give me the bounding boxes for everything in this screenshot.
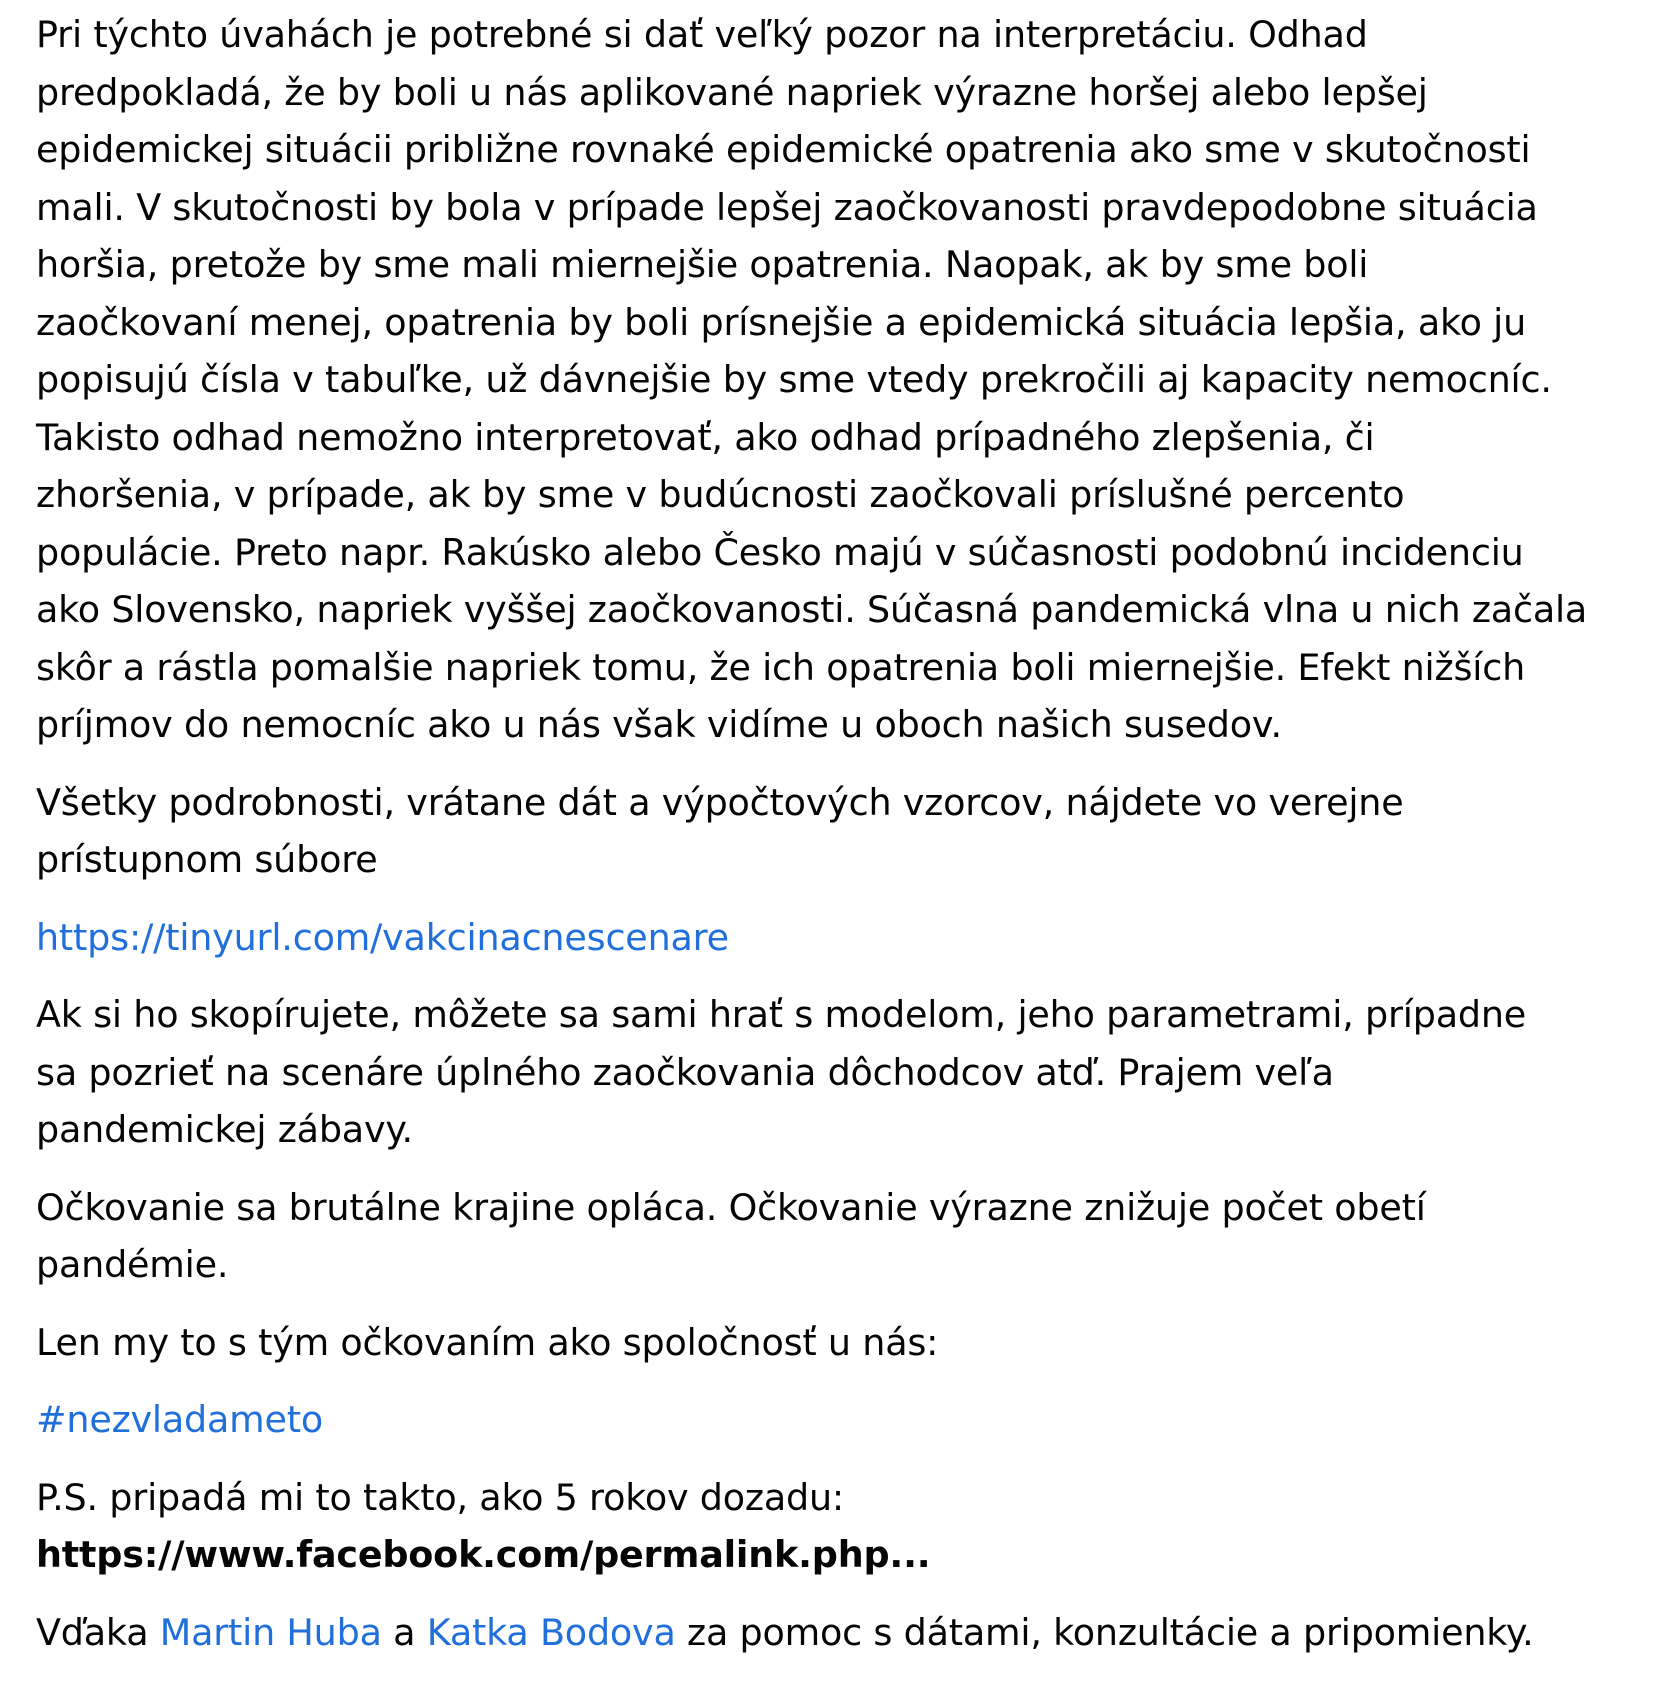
paragraph-ps [36, 1469, 1666, 1584]
text-line: sa pozrieť na scenáre úplného zaočkovania dôchodcov atď. Prajem veľa [36, 1050, 1334, 1094]
text-line: prístupnom súbore [36, 838, 378, 881]
text-line: epidemickej situácii približne rovnaké epidemické opatrenia ako sme v skutočnosti [36, 128, 1531, 171]
text-line: horšia, pretože by sme mali miernejšie opatrenia. Naopak, ak by sme boli [36, 243, 1369, 286]
text-line: predpokladá, že by boli u nás aplikované napriek výrazne horšej alebo lepšej [36, 70, 1428, 114]
text-line: Takisto odhad nemožno interpretovať, ako odhad prípadného zlepšenia, či [36, 415, 1375, 459]
text-line: Len my to s tým očkovaním ako spoločnosť u nás: [36, 1320, 939, 1364]
tinyurl-link[interactable]: https://tinyurl.com/vakcinacnescenare [36, 915, 729, 959]
facebook-permalink-link[interactable]: https://www.facebook.com/permalink.php... [36, 1533, 931, 1576]
thanks-and: a [381, 1610, 427, 1654]
text-line: Pri týchto úvahách je potrebné si dať veľký pozor na interpretáciu. Odhad [36, 13, 1368, 56]
text-line: skôr a rástla pomalšie napriek tomu, že ich opatrenia boli miernejšie. Efekt nižších [36, 645, 1526, 689]
text-line: Ak si ho skopírujete, môžete sa sami hrať s modelom, jeho parametrami, prípadne [36, 993, 1527, 1036]
text-line: pandemickej zábavy. [36, 1108, 413, 1151]
text-line: zaočkovaní menej, opatrenia by boli prísnejšie a epidemická situácia lepšia, ako ju [36, 300, 1527, 344]
text-line: ako Slovensko, napriek vyššej zaočkovanosti. Súčasná pandemická vlna u nich začala [36, 588, 1588, 631]
mention-martin-huba[interactable]: Martin Huba [159, 1610, 382, 1654]
text-line: zhoršenia, v prípade, ak by sme v budúcnosti zaočkovali príslušné percento [36, 473, 1405, 516]
text-line: populácie. Preto napr. Rakúsko alebo Česko majú v súčasnosti podobnú incidenciu [36, 530, 1524, 574]
mention-katka-bodova[interactable]: Katka Bodova [426, 1610, 676, 1654]
post-body [36, 6, 1666, 1681]
ps-text: P.S. pripadá mi to takto, ako 5 rokov dozadu: [36, 1475, 844, 1519]
paragraph-hashtag [36, 1391, 1666, 1449]
paragraph-link [36, 909, 1666, 967]
paragraph-thanks [36, 1604, 1666, 1662]
text-line: Všetky podrobnosti, vrátane dát a výpočtových vzorcov, nájdete vo verejne [36, 780, 1404, 824]
text-line: príjmov do nemocníc ako u nás však vidíme u oboch našich susedov. [36, 703, 1282, 746]
paragraph-interpretation [36, 6, 1666, 754]
text-line: pandémie. [36, 1243, 229, 1286]
text-line: Očkovanie sa brutálne krajine opláca. Očkovanie výrazne znižuje počet obetí [36, 1185, 1426, 1229]
text-line: popisujú čísla v tabuľke, už dávnejšie by sme vtedy prekročili aj kapacity nemocníc. [36, 358, 1552, 401]
paragraph-society [36, 1314, 1666, 1372]
thanks-prefix: Vďaka [36, 1610, 160, 1654]
thanks-suffix: za pomoc s dátami, konzultácie a pripomienky. [675, 1610, 1534, 1654]
paragraph-copy-model [36, 986, 1666, 1159]
text-line: mali. V skutočnosti by bola v prípade lepšej zaočkovanosti pravdepodobne situácia [36, 185, 1538, 229]
hashtag-link[interactable]: #nezvladameto [36, 1398, 324, 1441]
paragraph-details [36, 774, 1666, 889]
paragraph-vaccination-pays [36, 1179, 1666, 1294]
